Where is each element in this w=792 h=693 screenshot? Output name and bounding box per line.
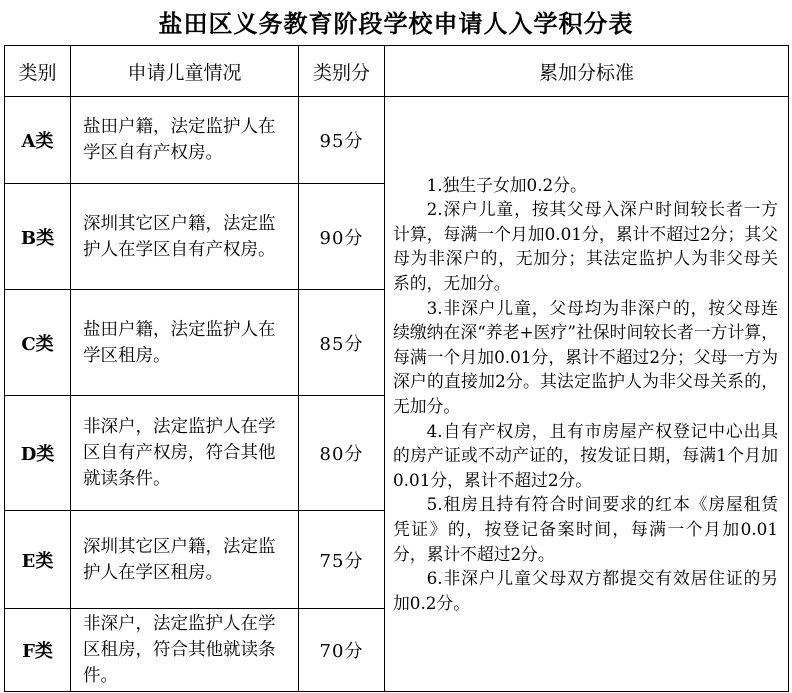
situation-cell: 深圳其它区户籍，法定监护人在学区租房。 bbox=[71, 511, 299, 609]
page-title: 盐田区义务教育阶段学校申请人入学积分表 bbox=[158, 10, 634, 38]
criteria-item: 6.非深户儿童父母双方都提交有效居住证的另加0.2分。 bbox=[393, 568, 778, 613]
category-cell: C类 bbox=[5, 290, 71, 396]
points-table bbox=[4, 45, 789, 692]
situation-cell: 盐田户籍，法定监护人在学区租房。 bbox=[71, 290, 299, 396]
score-cell: 70分 bbox=[299, 609, 385, 692]
category-cell: D类 bbox=[5, 396, 71, 511]
situation-cell: 盐田户籍，法定监护人在学区自有产权房。 bbox=[71, 97, 299, 184]
header-score: 类别分 bbox=[299, 46, 385, 97]
score-cell: 95分 bbox=[299, 97, 385, 184]
category-cell: E类 bbox=[5, 511, 71, 609]
table-row bbox=[5, 97, 789, 184]
situation-cell: 非深户，法定监护人在学区租房，符合其他就读条件。 bbox=[71, 609, 299, 692]
category-cell: B类 bbox=[5, 184, 71, 290]
header-category: 类别 bbox=[5, 46, 71, 97]
criteria-item: 4.自有产权房，且有市房屋产权登记中心出具的房产证或不动产证的，按发证日期，每满1个月加0.01分，累计不超过2分。 bbox=[393, 420, 778, 490]
situation-cell: 深圳其它区户籍，法定监护人在学区自有产权房。 bbox=[71, 184, 299, 290]
category-cell: A类 bbox=[5, 97, 71, 184]
category-cell: F类 bbox=[5, 609, 71, 692]
score-cell: 85分 bbox=[299, 290, 385, 396]
score-cell: 90分 bbox=[299, 184, 385, 290]
criteria-item: 2.深户儿童，按其父母入深户时间较长者一方计算，每满一个月加0.01分，累计不超过2分；其父母为非深户的，无加分；其法定监护人为非父母关系的，无加分。 bbox=[393, 199, 778, 294]
criteria-item: 1.独生子女加0.2分。 bbox=[426, 174, 587, 195]
header-row bbox=[5, 46, 789, 97]
criteria-item: 5.租房且持有符合时间要求的红本《房屋租赁凭证》的，按登记备案时间，每满一个月加0.01分，累计不超过2分。 bbox=[393, 494, 778, 564]
score-cell: 75分 bbox=[299, 511, 385, 609]
criteria-item: 3.非深户儿童，父母均为非深户的，按父母连续缴纳在深“养老+医疗”社保时间较长者一方计算，每满一个月加0.01分，累计不超过2分；父母一方为深户的直接加2分。其法定监护人为非父母关系的，无加分。 bbox=[393, 297, 778, 416]
header-criteria: 累加分标准 bbox=[385, 46, 789, 97]
score-cell: 80分 bbox=[299, 396, 385, 511]
header-situation: 申请儿童情况 bbox=[71, 46, 299, 97]
situation-cell: 非深户，法定监护人在学区自有产权房，符合其他就读条件。 bbox=[71, 396, 299, 511]
criteria-cell bbox=[385, 97, 789, 692]
